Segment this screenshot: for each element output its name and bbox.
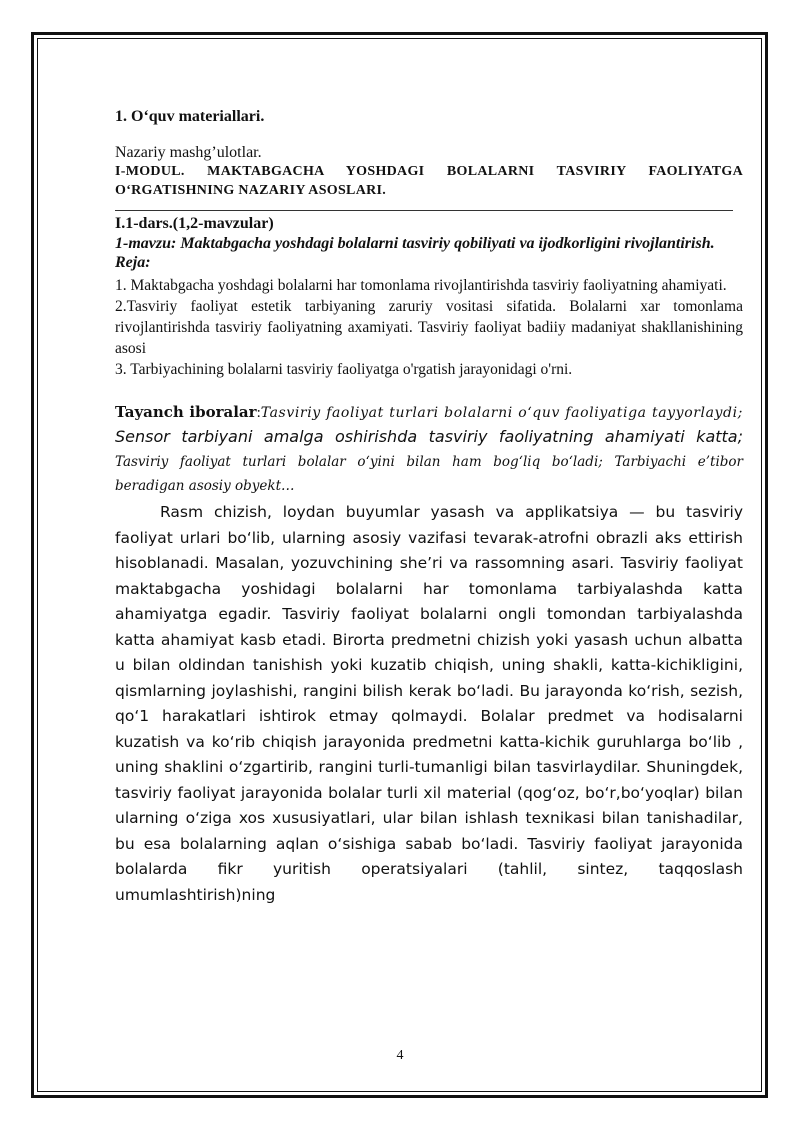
keywords-part-3: Tasviriy faoliyat turlari bolalar o‘yini bilan ham bog‘liq bo‘ladi; Tarbiyachi e’tibor beradigan asosiy obyekt… xyxy=(115,454,743,494)
body-paragraph: Rasm chizish, loydan buyumlar yasash va applikatsiya — bu tasviriy faoliyat urlari bo‘lib, ularning asosiy vazifasi tevarak-atrofni obrazli aks ettirish hisoblanadi. Masalan, yozuvchining she’ri va rassomning asari. Tasviriy faoliyat maktabgacha yoshidagi bolalarni har tomonlama tarbiyalashda katta ahamiyatga egadir. Tasviriy faoliyat bolalarni ongli tomondan tarbiyalashda katta ahamiyat kasb etadi. Birorta predmetni chizish yoki yasash uchun albatta u bilan oldindan tanishish yoki kuzatib chiqish, uning shakli, katta-kichikligini, qismlarning joylashishi, rangini bilish kerak bo‘ladi. Bu jarayonda ko‘rish, sezish, qo‘1 harakatlari ishtirok etmay qolmaydi. Bolalar predmet va hodisalarni kuzatish va ko‘rib chiqish jarayonida predmetni katta-kichik guruhlarga bo‘lib , uning shaklini o‘zgartirib, rangini turli-tumanligi bilan tasvirlaydilar. Shuningdek, tasviriy faoliyat jarayonida bolalar turli xil material (qog‘oz, bo‘r,bo‘yoqlar) bilan ularning o‘ziga xos xususiyatlari, ular bilan ishlash texnikasi bilan tanishadilar, bu esa bolalarning aqlan o‘sishiga sabab bo‘ladi. Tasviriy faoliyat jarayonida bolalarda fikr yuritish operatsiyalari (tahlil, sintez, taqqoslash umumlashtirish)ning xyxy=(115,503,743,904)
subtitle: Nazariy mashg’ulotlar. xyxy=(115,144,262,161)
document-content xyxy=(115,108,743,908)
plan-label: Reja: xyxy=(115,254,151,271)
divider xyxy=(115,210,733,211)
keywords-label: Tayanch iboralar xyxy=(115,403,257,421)
plan-list xyxy=(115,275,743,380)
section-heading: 1. O‘quv materiallari. xyxy=(115,108,265,125)
topic-title: 1-mavzu: Maktabgacha yoshdagi bolalarni tasviriy qobiliyati va ijodkorligini rivojlantirish. xyxy=(115,235,715,252)
page-number: 4 xyxy=(396,1048,404,1063)
lesson-title: I.1-dars.(1,2-mavzular) xyxy=(115,215,274,232)
keywords-paragraph: Tayanch iboralar:Tasviriy faoliyat turlari bolalarni o‘quv faoliyatiga tayyorlaydi; Sensor tarbiyani amalga oshirishda tasviriy faoliyatning ahamiyati katta; Tasviriy faoliyat turlari bolalar o‘yini bilan ham bog‘liq bo‘ladi; Tarbiyachi e’tibor beradigan asosiy obyekt… xyxy=(115,403,744,494)
module-title: I-MODUL. MAKTABGACHA YOSHDAGI BOLALARNI TASVIRIY FAOLIYATGA O‘RGATISHNING NAZARIY ASOSLARI. xyxy=(115,164,743,198)
plan-item: 1. Maktabgacha yoshdagi bolalarni har tomonlama rivojlantirishda tasviriy faoliyatning ahamiyati. xyxy=(115,277,727,294)
keywords-part-1: Tasviriy faoliyat turlari bolalarni o‘quv faoliyatiga tayyorlaydi; xyxy=(260,405,744,421)
plan-item: 3. Tarbiyachining bolalarni tasviriy faoliyatga o'rgatish jarayonidagi o'rni. xyxy=(115,361,573,378)
keywords-part-2: Sensor tarbiyani amalga oshirishda tasviriy faoliyatning ahamiyati katta; xyxy=(115,427,743,446)
plan-item: 2.Tasviriy faoliyat estetik tarbiyaning zaruriy vositasi sifatida. Bolalarni xar tomonlama rivojlantirishda tasviriy faoliyatning axamiyati. Tasviriy faoliyat badiiy madaniyat shakllanishining asosi xyxy=(115,298,743,357)
